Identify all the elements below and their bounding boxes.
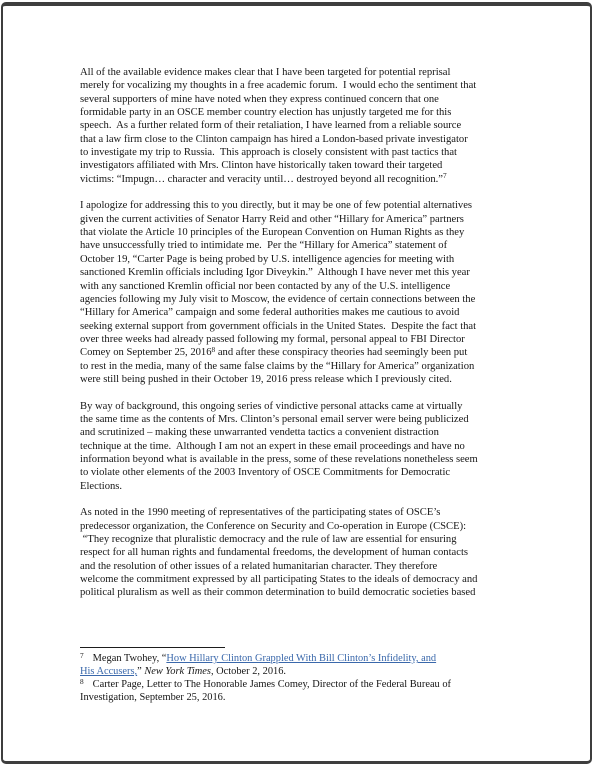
text-line: to violate other elements of the 2003 Inventory of OSCE Commitments for Democratic xyxy=(80,467,451,479)
letter-body xyxy=(80,66,542,613)
text-line: information beyond what is available in the press, some of these revelations nonetheless seem xyxy=(80,453,478,465)
text-line: seeking external support from government officials in the United States. Despite the fact that xyxy=(80,320,477,332)
footnote-marker-7: 7 xyxy=(80,650,84,660)
text-line: and the resolution of other issues of a related humanitarian character. They therefore xyxy=(80,560,438,572)
text-line: “Hillary for America” campaign and some federal authorities makes me cautious to avoid xyxy=(80,307,460,319)
hyperlink-nyt-article[interactable]: His Accusers, xyxy=(80,666,138,678)
text-line: formidable party in an OSCE member country election has unjustly targeted me for this xyxy=(80,107,452,119)
text-line: have unsuccessfully tried to intimidate me. Per the “Hillary for America” statement of xyxy=(80,240,448,252)
footnote-separator xyxy=(80,647,225,648)
text-line: I apologize for addressing this to you directly, but it may be one of few potential alternatives xyxy=(80,200,473,212)
text-line: to rest in the media, many of the same false claims by the “Hillary for America” organization xyxy=(80,360,475,372)
footnote-reference-7: 7 xyxy=(443,171,447,181)
text-line: over three weeks had already passed following my formal, personal appeal to FBI Director xyxy=(80,333,465,345)
text-line: to investigate my trip to Russia. This approach is closely consistent with past tactics that xyxy=(80,147,457,159)
text-line: that a law firm close to the Clinton campaign has hired a London-based private investigator xyxy=(80,133,468,145)
footnote-section xyxy=(80,647,542,704)
text-line: with any sanctioned Kremlin official nor been contacted by any of the U.S. intelligence xyxy=(80,280,451,292)
text-line: respect for all human rights and fundamental freedoms, the development of human contacts xyxy=(80,547,469,559)
text-line: the same time as the contents of Mrs. Clinton’s personal email server were being publicized xyxy=(80,413,469,425)
document-page xyxy=(1,2,592,764)
text-line: technique at the time. Although I am not an expert in these email proceedings and have no xyxy=(80,440,465,452)
footnote-text: ” xyxy=(137,666,145,678)
text-line: predecessor organization, the Conference on Security and Co-operation in Europe (CSCE): xyxy=(80,520,467,532)
text-line: and scrutinized – making these unwarranted vendetta tactics a convenient distraction xyxy=(80,427,439,439)
text-line: merely for vocalizing my thoughts in a free academic forum. I would echo the sentiment that xyxy=(80,80,477,92)
publication-name: New York Times xyxy=(144,666,211,678)
text-line: were still being pushed in their October 19, 2016 press release which I previously cited. xyxy=(80,373,452,385)
paragraph-1 xyxy=(80,66,542,186)
text-line: Elections. xyxy=(80,480,123,492)
paragraph-3 xyxy=(80,400,542,493)
footnote-7 xyxy=(80,652,542,678)
footnote-text: Megan Twohey, “ xyxy=(92,653,167,664)
text-line: given the current activities of Senator Harry Reid and other “Hillary for America” partners xyxy=(80,213,464,225)
footnote-reference-8: 8 xyxy=(211,344,216,354)
text-line: investigators affiliated with Mrs. Clinton have historically taken toward their targeted xyxy=(80,160,443,172)
text-line: All of the available evidence makes clear that I have been targeted for potential reprisal xyxy=(80,67,451,78)
text-line: As noted in the 1990 meeting of representatives of the participating states of OSCE’s xyxy=(80,507,441,519)
text-line: political pluralism as well as their common determination to build democratic societies based xyxy=(80,587,476,599)
footnote-text: Carter Page, Letter to The Honorable James Comey, Director of the Federal Bureau of xyxy=(92,679,452,691)
text-line: “They recognize that pluralistic democracy and the rule of law are essential for ensuring xyxy=(80,534,457,546)
footnote-8 xyxy=(80,678,542,704)
text-line: that violate the Article 10 principles of the European Convention on Human Rights as they xyxy=(80,227,465,239)
text-line: welcome the commitment expressed by all participating States to the ideals of democracy and xyxy=(80,574,478,586)
footnote-marker-8: 8 xyxy=(80,676,84,686)
text-line: Comey on September 25, 2016$^8$ and after these conspiracy theories had seemingly been put xyxy=(80,344,468,359)
hyperlink-nyt-article[interactable]: How Hillary Clinton Grappled With Bill Clinton’s Infidelity, and xyxy=(166,653,437,664)
text-line: sanctioned Kremlin officials including Igor Diveykin.” Although I have never met this year xyxy=(80,267,470,279)
paragraph-4 xyxy=(80,506,542,599)
text-line: By way of background, this ongoing series of vindictive personal attacks came at virtually xyxy=(80,400,463,412)
paragraph-2 xyxy=(80,199,542,386)
footnote-text: Investigation, September 25, 2016. xyxy=(80,692,226,704)
text-line: several supporters of mine have noted when they express continued concern that one xyxy=(80,93,439,105)
text-line: speech. As a further related form of their retaliation, I have learned from a reliable source xyxy=(80,120,462,132)
footnote-text: , October 2, 2016. xyxy=(210,666,286,678)
text-line: agencies following my July visit to Moscow, the evidence of certain connections between the xyxy=(80,293,476,305)
text-line: victims: “Impugn… character and veracity until… destroyed beyond all recognition.”$^7$ xyxy=(80,171,447,185)
text-line: October 19, “Carter Page is being probed by U.S. intelligence agencies for meeting with xyxy=(80,253,455,265)
